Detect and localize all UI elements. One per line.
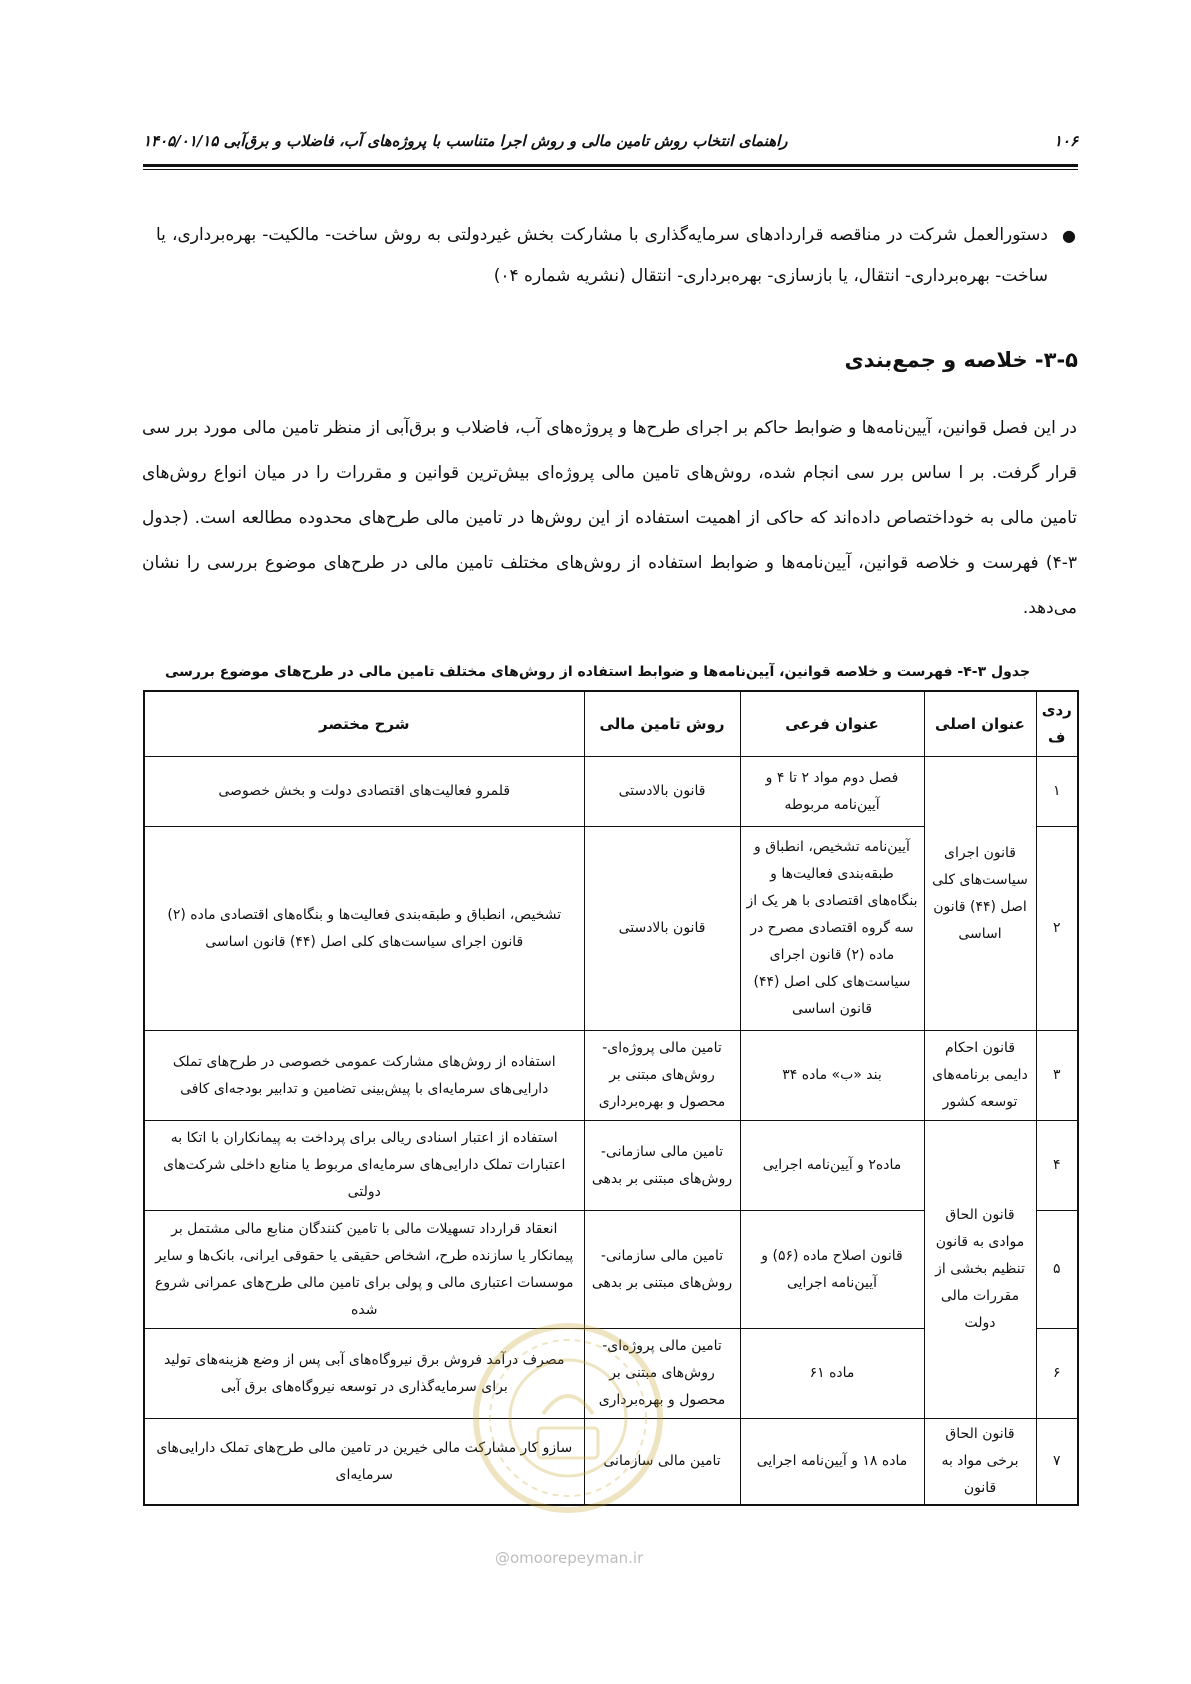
finance-method-cell: قانون بالادستی (584, 757, 740, 827)
table-header-row (144, 691, 1078, 757)
finance-method-cell: تامین مالی سازمانی (584, 1419, 740, 1506)
description-cell: مصرف درآمد فروش برق نیروگاه‌های آبی پس از وضع هزینه‌های تولید برای سرمایه‌گذاری در توسعه نیروگاه‌های برق آبی (144, 1329, 584, 1419)
table-row (144, 1121, 1078, 1211)
page-number: ۱۰۶ (1053, 132, 1078, 150)
row-number: ۳ (1036, 1031, 1078, 1121)
row-number: ۵ (1036, 1211, 1078, 1329)
bullet-dot-icon: ● (1062, 226, 1076, 245)
row-number: ۶ (1036, 1329, 1078, 1419)
finance-method-cell: تامین مالی سازمانی- روش‌های مبتنی بر بدهی (584, 1211, 740, 1329)
body-paragraph: در این فصل قوانین، آیین‌نامه‌ها و ضوابط حاکم بر اجرای طرح‌ها و پروژه‌های آب، فاضلاب و برق‌آبی از منظر تامین مالی مورد برر سی قرار گرفت. بر ا ساس برر سی انجام شده، روش‌های تامین مالی پروژه‌ای بیش‌ترین قوانین و مقررات را در میان انواع روش‌های تامین مالی به خوداختصاص داده‌اند که حاکی از اهمیت استفاده از این روش‌ها در تامین مالی طرح‌های محدوده مطالعه است. (جدول ۳-۴) فهرست و خلاصه قوانین، آیین‌نامه‌ها و ضوابط استفاده از روش‌های مختلف تامین مالی در طرح‌های موضوع بررسی را نشان می‌دهد. (142, 418, 1077, 618)
page-header (143, 128, 1078, 158)
sub-title-cell: ماده ۱۸ و آیین‌نامه اجرایی (740, 1419, 924, 1506)
sub-title-cell: آیین‌نامه تشخیص، انطباق و طبقه‌بندی فعالیت‌ها و بنگاه‌های اقتصادی با هر یک از سه گروه اقتصادی مصرح در ماده (۲) قانون اجرای سیاست‌های کلی اصل (۴۴) قانون اساسی (740, 827, 924, 1031)
bullet-item (156, 215, 1076, 297)
row-number: ۱ (1036, 757, 1078, 827)
header-sub-title: عنوان فرعی (740, 691, 924, 757)
description-cell: استفاده از اعتبار اسنادی ریالی برای پرداخت به پیمانکاران با اتکا به اعتبارات تملک دارایی‌های سرمایه‌ای مربوط یا منابع داخلی شرکت‌های دولتی (144, 1121, 584, 1211)
header-row-number: ردی ف (1036, 691, 1078, 757)
watermark-logo-icon (468, 1318, 668, 1518)
table-row (144, 757, 1078, 827)
sub-title-cell: فصل دوم مواد ۲ تا ۴ و آیین‌نامه مربوطه (740, 757, 924, 827)
finance-method-cell: تامین مالی سازمانی- روش‌های مبتنی بر بدهی (584, 1121, 740, 1211)
sub-title-cell: ماده ۶۱ (740, 1329, 924, 1419)
row-number: ۲ (1036, 827, 1078, 1031)
sub-title-cell: ماده۲ و آیین‌نامه اجرایی (740, 1121, 924, 1211)
running-title: راهنمای انتخاب روش تامین مالی و روش اجرا متناسب با پروژه‌های آب، فاضلاب و برق‌آبی ۱۴۰۵/۰۱/۱۵ (143, 132, 788, 150)
row-number: ۴ (1036, 1121, 1078, 1211)
main-title-cell: قانون احکام دایمی برنامه‌های توسعه کشور (924, 1031, 1036, 1121)
watermark-text: @omoorepeyman.ir (495, 1549, 644, 1567)
header-description: شرح مختصر (144, 691, 584, 757)
sub-title-cell: بند «ب» ماده ۳۴ (740, 1031, 924, 1121)
description-cell: استفاده از روش‌های مشارکت عمومی خصوصی در طرح‌های تملک دارایی‌های سرمایه‌ای با پیش‌بینی تضامین و تدابیر بودجه‌ای کافی (144, 1031, 584, 1121)
finance-method-cell: تامین مالی پروژه‌ای- روش‌های مبتنی بر محصول و بهره‌برداری (584, 1329, 740, 1419)
description-cell: انعقاد قرارداد تسهیلات مالی با تامین کنندگان منابع مالی مشتمل بر پیمانکار یا سازنده طرح، اشخاص حقیقی یا حقوقی ایرانی، بانک‌ها و سایر موسسات اعتباری مالی و پولی برای تامین مالی طرح‌های عمرانی شروع شده (144, 1211, 584, 1329)
main-title-cell: قانون اجرای سیاست‌های کلی اصل (۴۴) قانون اساسی (924, 757, 1036, 1031)
header-rule (143, 164, 1078, 170)
main-title-cell: قانون الحاق برخی مواد به قانون (924, 1419, 1036, 1506)
header-main-title: عنوان اصلی (924, 691, 1036, 757)
bullet-text: دستورالعمل شرکت در مناقصه قراردادهای سرمایه‌گذاری با مشارکت بخش غیردولتی به روش ساخت- مالکیت- بهره‌برداری، یا ساخت- بهره‌برداری- انتقال، یا بازسازی- بهره‌برداری- انتقال (نشریه شماره ۰۴) (156, 225, 1048, 286)
description-cell: تشخیص، انطباق و طبقه‌بندی فعالیت‌ها و بنگاه‌های اقتصادی ماده (۲) قانون اجرای سیاست‌های کلی اصل (۴۴) قانون اساسی (144, 827, 584, 1031)
row-number: ۷ (1036, 1419, 1078, 1506)
description-cell: قلمرو فعالیت‌های اقتصادی دولت و بخش خصوصی (144, 757, 584, 827)
table-row (144, 1031, 1078, 1121)
description-cell: سازو کار مشارکت مالی خیرین در تامین مالی طرح‌های تملک دارایی‌های سرمایه‌ای (144, 1419, 584, 1506)
finance-method-cell: تامین مالی پروژه‌ای- روش‌های مبتنی بر محصول و بهره‌برداری (584, 1031, 740, 1121)
main-title-cell: قانون الحاق موادی به قانون تنظیم بخشی از مقررات مالی دولت (924, 1121, 1036, 1419)
finance-method-cell: قانون بالادستی (584, 827, 740, 1031)
section-heading: ۳-۵- خلاصه و جمع‌بندی (844, 348, 1078, 372)
table-caption: جدول ۳-۴- فهرست و خلاصه قوانین، آیین‌نامه‌ها و ضوابط استفاده از روش‌های مختلف تامین مالی در طرح‌های موضوع بررسی (164, 664, 1031, 680)
header-finance-method: روش تامین مالی (584, 691, 740, 757)
sub-title-cell: قانون اصلاح ماده (۵۶) و آیین‌نامه اجرایی (740, 1211, 924, 1329)
